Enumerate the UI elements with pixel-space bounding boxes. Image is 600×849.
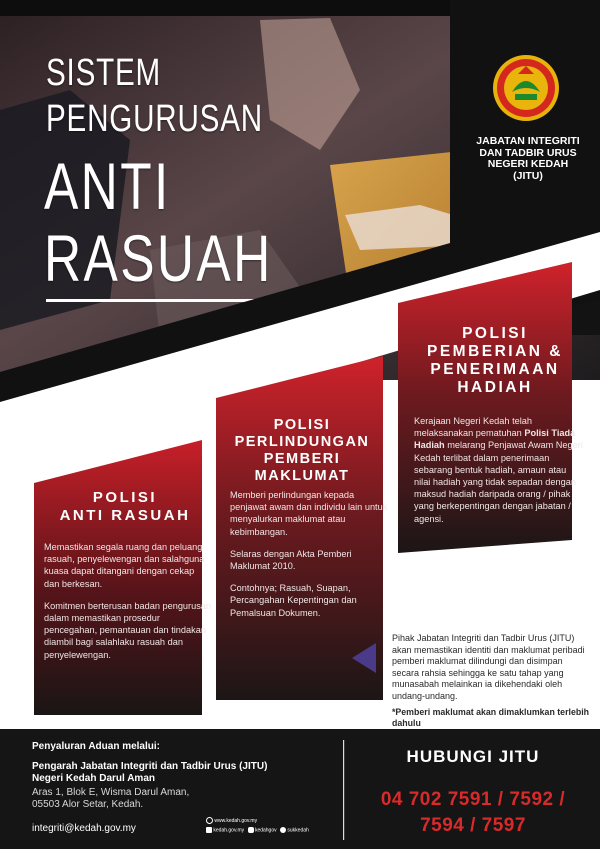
instagram-handle[interactable]: kedahgov xyxy=(254,827,277,834)
footer-heading: Penyaluran Aduan melalui: xyxy=(32,741,160,752)
policy-title-line: HADIAH xyxy=(457,379,533,396)
confidentiality-notice: Pihak Jabatan Integriti dan Tadbir Urus (JITU) akan memastikan identiti dan maklumat peribadi pemberi maklumat dilindungi dan disimpan secara rahsia sehingga ke satu tahap yang munasabah melainkan ia dikehendaki oleh undang-undang. xyxy=(392,633,585,701)
contact-heading: HUBUNGI JITU xyxy=(406,747,540,766)
policy-title-line: POLISI xyxy=(92,489,158,506)
website-link[interactable] xyxy=(206,817,257,824)
footer-address xyxy=(32,787,189,811)
contact-phone-numbers[interactable] xyxy=(346,787,600,839)
footer-org-line: Negeri Kedah Darul Aman xyxy=(32,773,155,784)
kedah-crest-icon xyxy=(493,55,559,121)
policy-paragraph: Selaras dengan Akta Pemberi Maklumat 2010. xyxy=(230,548,352,572)
policy-anti-bribery-text xyxy=(44,541,212,671)
notice-footnote: *Pemberi maklumat akan dimaklumkan terlebih dahulu xyxy=(392,707,590,729)
footer-address-line: 05503 Alor Setar, Kedah. xyxy=(32,799,144,810)
policy-text-bold: Polisi Tiada Hadiah xyxy=(414,428,576,451)
policy-title-line: POLISI xyxy=(462,325,528,342)
department-line: JABATAN INTEGRITI xyxy=(476,135,580,147)
policy-title-line: PEMBERI MAKLUMAT xyxy=(254,451,350,484)
facebook-icon[interactable] xyxy=(206,827,212,833)
policy-paragraph: Contohnya; Rasuah, Suapan, Percangahan Kepentingan dan Pemalsuan Dokumen. xyxy=(230,583,357,618)
department-line: NEGERI KEDAH xyxy=(487,158,569,170)
title-line-anti: ANTI xyxy=(44,149,171,223)
policy-paragraph: Memastikan segala ruang dan peluang rasuah, penyelewengan dan salahguna kuasa dapat ditangani dengan cekap dan berkesan. xyxy=(44,542,205,589)
department-line: DAN TADBIR URUS xyxy=(479,146,577,159)
policy-whistleblower-title xyxy=(218,417,386,485)
department-line: (JITU) xyxy=(513,169,543,182)
phone-line[interactable]: 04 702 7591 / 7592 / xyxy=(380,789,566,810)
footer-org-line: Pengarah Jabatan Integriti dan Tadbir Urus (JITU) xyxy=(32,761,268,772)
title-line-rasuah: RASUAH xyxy=(44,221,273,295)
policy-title-line: PEMBERIAN & xyxy=(426,343,563,360)
twitter-handle[interactable]: sukkedah xyxy=(287,827,309,834)
twitter-icon[interactable] xyxy=(280,827,286,833)
policy-title-line: PERLINDUNGAN xyxy=(234,434,370,450)
globe-icon xyxy=(206,817,213,824)
policy-title-line: POLISI xyxy=(273,417,331,433)
policy-text: Kerajaan Negeri Kedah telah melaksanakan pematuhan xyxy=(414,416,532,439)
social-links xyxy=(206,827,309,833)
policy-paragraph: Komitmen berterusan badan pengurusan dalam memastikan prosedur pencegahan, pemantauan dan tindakan diambil bagi salahlaku rasuah dan penyelewengan. xyxy=(44,600,212,660)
department-name xyxy=(468,136,588,182)
footer-email-link[interactable]: integriti@kedah.gov.my xyxy=(32,823,136,834)
instagram-icon[interactable] xyxy=(248,827,254,833)
policy-anti-bribery-title xyxy=(40,489,210,525)
policy-gift-title xyxy=(410,325,580,397)
facebook-handle[interactable]: kedah.gov.my xyxy=(213,827,245,834)
policy-title-line: PENERIMAAN xyxy=(430,361,560,378)
policy-title-line: ANTI RASUAH xyxy=(59,507,191,524)
phone-line[interactable]: 7594 / 7597 xyxy=(420,815,526,836)
title-line-sistem: SISTEM xyxy=(46,52,162,94)
policy-text: melarang Penjawat Awam Negeri Kedah terlibat dalam penerimaan sebarang bentuk hadiah, amaun atau nilai hadiah yang tidak sepadan dengan maksud hadiah daripada orang / pihak yang berkepentingan dengan jabatan / agensi. xyxy=(414,440,583,524)
policy-gift-text xyxy=(414,415,584,525)
policy-paragraph: Memberi perlindungan kepada penjawat awam dan individu lain untuk menyalurkan maklumat atau kebimbangan. xyxy=(230,490,388,537)
footer-organisation xyxy=(32,761,332,785)
footer-address-line: Aras 1, Blok E, Wisma Darul Aman, xyxy=(32,787,190,798)
title-line-pengurusan: PENGURUSAN xyxy=(46,98,263,140)
website-text: www.kedah.gov.my xyxy=(214,817,258,824)
policy-whistleblower-text xyxy=(230,489,388,629)
